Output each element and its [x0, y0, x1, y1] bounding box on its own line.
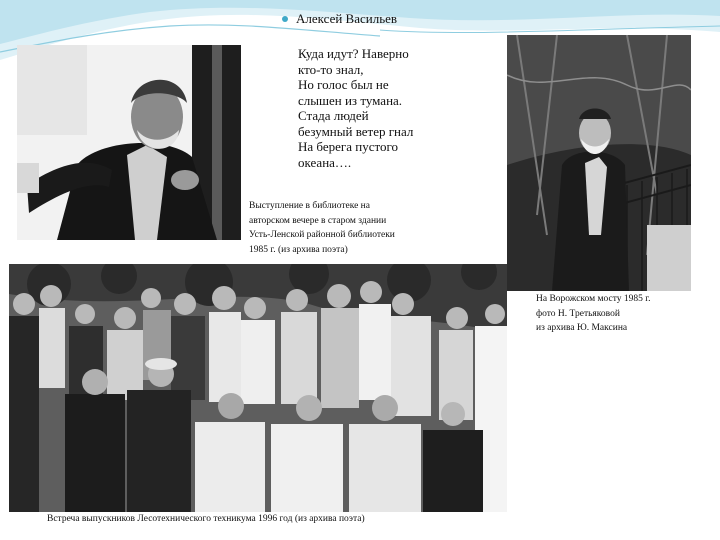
caption-line: Встреча выпускников Лесотехнического техникума 1996 год (из архива поэта) [47, 514, 365, 524]
poem-line: кто-то знал, [298, 61, 364, 77]
poem-line: Куда идут? Наверно [298, 46, 409, 61]
poem-line: На берега пустого [298, 139, 398, 154]
photo-library-speech [17, 45, 241, 240]
bullet-dot-icon [282, 16, 288, 22]
caption-group [47, 512, 365, 527]
caption-line: из архива Ю. Максина [536, 323, 628, 333]
photo-bridge-portrait [507, 35, 691, 291]
slide-title: Алексей Васильев [296, 11, 398, 26]
caption-line: На Ворожском мосту 1985 г. [536, 294, 651, 304]
caption-line: авторском вечере в старом здании [249, 215, 387, 226]
caption-library [249, 199, 395, 257]
photo-group-reunion [9, 264, 507, 512]
caption-bridge [536, 292, 650, 336]
caption-line: Выступление в библиотеке на [249, 201, 370, 211]
poem-line: океана…. [298, 154, 352, 170]
caption-line: Усть-Ленской районной библиотеки [249, 230, 395, 240]
title-row [282, 11, 397, 27]
caption-line: 1985 г. (из архива поэта) [249, 244, 348, 255]
poem-text [298, 46, 508, 170]
poem-line: безумный ветер гнал [298, 123, 414, 139]
caption-line: фото Н. Третьяковой [536, 308, 620, 319]
poem-line: Но голос был не [298, 77, 389, 92]
poem-line: слышен из тумана. [298, 92, 403, 108]
poem-line: Стада людей [298, 108, 369, 123]
